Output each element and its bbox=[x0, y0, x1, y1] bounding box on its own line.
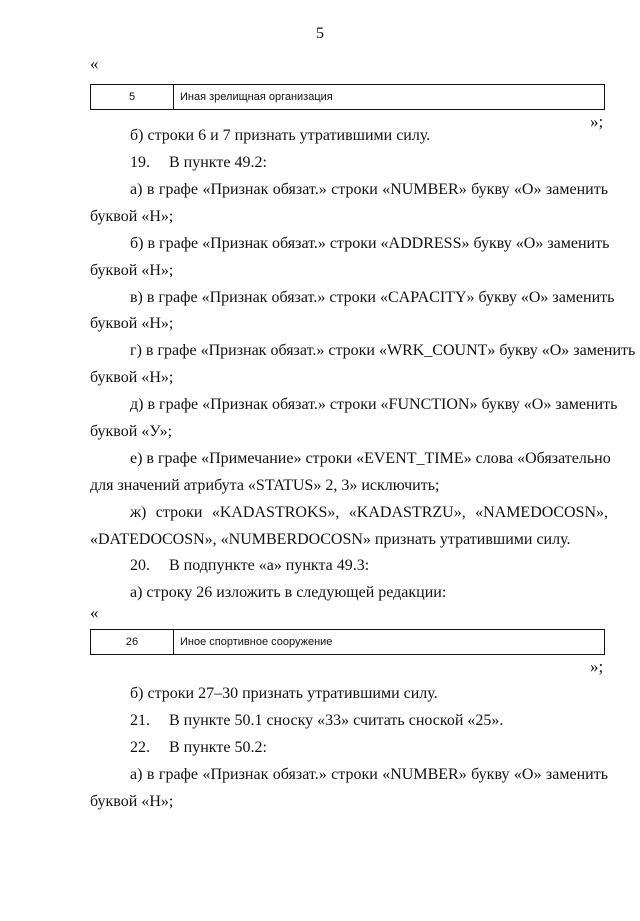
paragraph-continuation: буквой «У»; bbox=[90, 423, 173, 440]
paragraph: д) в графе «Признак обязат.» строки «FUNCTION» букву «О» заменить bbox=[130, 396, 618, 413]
item-number: 19. bbox=[130, 154, 150, 171]
paragraph-continuation: для значений атрибута «STATUS» 2, 3» исключить; bbox=[90, 477, 440, 494]
table-row bbox=[90, 84, 605, 110]
paragraph: б) строки 27–30 признать утратившими силу. bbox=[130, 685, 438, 702]
closing-quote: »; bbox=[590, 657, 604, 676]
paragraph-continuation: буквой «Н»; bbox=[90, 315, 174, 332]
paragraph: в) в графе «Признак обязат.» строки «CAPACITY» букву «О» заменить bbox=[130, 289, 615, 306]
paragraph-continuation: буквой «Н»; bbox=[90, 793, 174, 810]
item-number: 22. bbox=[130, 739, 150, 756]
table-cell-code: 26 bbox=[91, 630, 174, 654]
item-text: В пункте 50.1 сноску «33» считать сноской «25». bbox=[169, 712, 504, 729]
table-cell-code: 5 bbox=[91, 85, 174, 109]
paragraph: г) в графе «Признак обязат.» строки «WRK_COUNT» букву «О» заменить bbox=[130, 342, 636, 359]
item-text: В пункте 50.2: bbox=[169, 739, 267, 756]
paragraph: а) в графе «Признак обязат.» строки «NUMBER» букву «О» заменить bbox=[130, 766, 608, 783]
paragraph: а) строку 26 изложить в следующей редакции: bbox=[130, 584, 447, 601]
paragraph-continuation: буквой «Н»; bbox=[90, 262, 174, 279]
opening-quote: « bbox=[90, 54, 99, 73]
item-text: В пункте 49.2: bbox=[169, 154, 267, 171]
item-number: 20. bbox=[130, 557, 150, 574]
paragraph: е) в графе «Примечание» строки «EVENT_TIME» слова «Обязательно bbox=[130, 450, 611, 467]
table-row bbox=[90, 629, 605, 655]
paragraph: б) строки 6 и 7 признать утратившими силу. bbox=[130, 127, 431, 144]
item-text: В подпункте «а» пункта 49.3: bbox=[169, 557, 370, 574]
paragraph-continuation: буквой «Н»; bbox=[90, 369, 174, 386]
numbered-paragraph bbox=[130, 150, 608, 176]
paragraph-continuation: «DATEDOCOSN», «NUMBERDOCOSN» признать утратившими силу. bbox=[90, 531, 571, 548]
item-number: 21. bbox=[130, 712, 150, 729]
numbered-paragraph bbox=[130, 553, 608, 579]
paragraph: а) в графе «Признак обязат.» строки «NUMBER» букву «О» заменить bbox=[130, 181, 608, 198]
closing-quote: »; bbox=[590, 112, 604, 131]
numbered-paragraph bbox=[130, 735, 608, 761]
paragraph: б) в графе «Признак обязат.» строки «ADDRESS» букву «О» заменить bbox=[130, 235, 610, 252]
table-cell-name: Иная зрелищная организация bbox=[180, 91, 333, 103]
paragraph-continuation: буквой «Н»; bbox=[90, 208, 174, 225]
paragraph: ж) строки «KADASTROKS», «KADASTRZU», «NAMEDOCOSN», bbox=[130, 504, 608, 521]
numbered-paragraph bbox=[130, 708, 608, 734]
page-number: 5 bbox=[316, 25, 324, 42]
table-cell-name: Иное спортивное сооружение bbox=[180, 636, 333, 648]
opening-quote: « bbox=[90, 603, 99, 622]
